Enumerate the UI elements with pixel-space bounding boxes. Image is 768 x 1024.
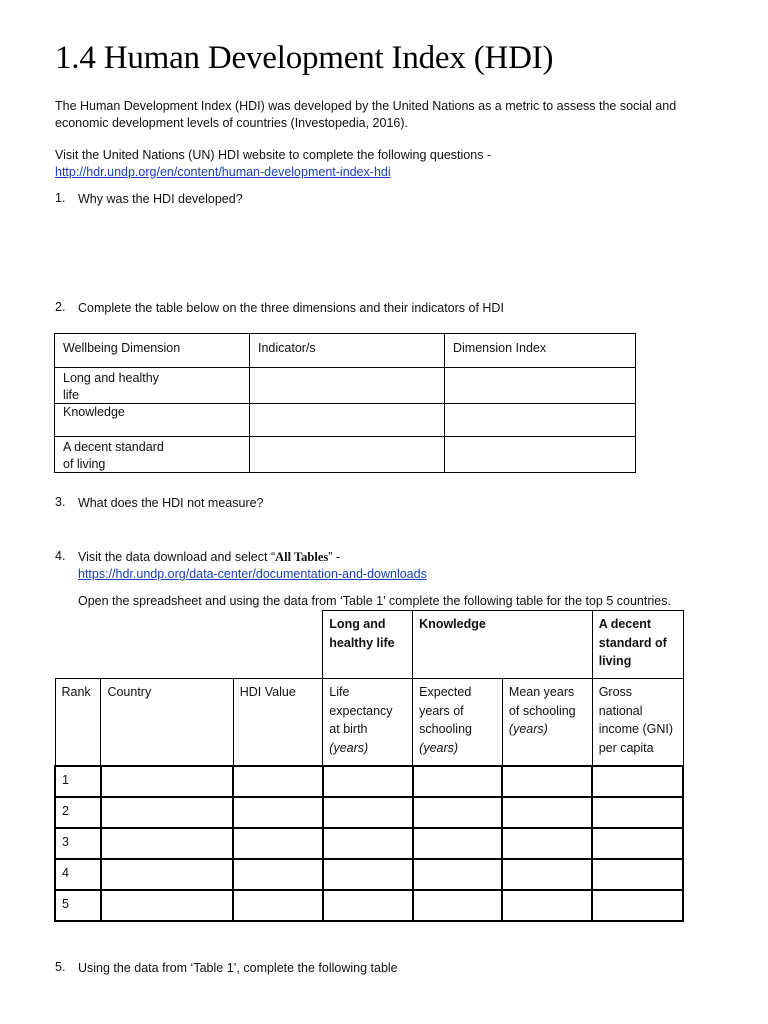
table2-cell[interactable] [592, 859, 683, 890]
group-header-living: A decent standard of living [592, 611, 683, 679]
q3-text: What does the HDI not measure? [78, 496, 264, 510]
table2-cell[interactable] [323, 797, 413, 828]
table1-header-index: Dimension Index [445, 334, 636, 368]
table1-cell[interactable] [445, 368, 636, 404]
table2-cell[interactable] [323, 859, 413, 890]
q1-number: 1. [55, 191, 66, 205]
rank-cell: 1 [55, 766, 101, 797]
rank-cell: 4 [55, 859, 101, 890]
table1-cell[interactable] [445, 404, 636, 437]
table1-row-label: Long and healthy life [55, 368, 250, 404]
table1-header-indicator: Indicator/s [250, 334, 445, 368]
table2-cell[interactable] [592, 766, 683, 797]
table2-cell[interactable] [101, 766, 233, 797]
table2-cell[interactable] [101, 890, 233, 921]
q5-number: 5. [55, 960, 66, 974]
q5-text: Using the data from ‘Table 1’, complete the following table [78, 961, 398, 975]
q2-number: 2. [55, 300, 66, 314]
table1-cell[interactable] [250, 404, 445, 437]
q4-text: Visit the data download and select “All Tables” - [78, 550, 341, 564]
table2-cell[interactable] [592, 797, 683, 828]
table2-cell[interactable] [413, 859, 503, 890]
table1-cell[interactable] [445, 437, 636, 473]
all-tables-label: All Tables [275, 550, 329, 564]
table2-cell[interactable] [502, 766, 592, 797]
table2-cell[interactable] [233, 859, 323, 890]
rank-cell: 3 [55, 828, 101, 859]
table2-cell[interactable] [323, 890, 413, 921]
q4-instruction: Open the spreadsheet and using the data from ‘Table 1’ complete the following table for the top 5 countries. [78, 594, 671, 608]
table1-cell[interactable] [250, 368, 445, 404]
q1-text: Why was the HDI developed? [78, 192, 243, 206]
table2-cell[interactable] [413, 766, 503, 797]
visit-paragraph [55, 147, 715, 181]
table2-cell[interactable] [592, 890, 683, 921]
rank-cell: 5 [55, 890, 101, 921]
top-countries-table [54, 610, 684, 922]
page-title: 1.4 Human Development Index (HDI) [55, 40, 554, 76]
table1-row-label: A decent standard of living [55, 437, 250, 473]
table2-cell[interactable] [233, 890, 323, 921]
q4-number: 4. [55, 549, 66, 563]
table2-cell[interactable] [502, 828, 592, 859]
col-rank-header: Rank [55, 679, 101, 766]
table2-cell[interactable] [592, 828, 683, 859]
table2-cell[interactable] [101, 859, 233, 890]
table2-cell[interactable] [502, 797, 592, 828]
table1-header-dimension: Wellbeing Dimension [55, 334, 250, 368]
table1-cell[interactable] [250, 437, 445, 473]
table1-row-label: Knowledge [55, 404, 250, 437]
table2-cell[interactable] [101, 797, 233, 828]
dimensions-table [54, 333, 636, 473]
table2-cell[interactable] [101, 828, 233, 859]
table2-cell[interactable] [233, 828, 323, 859]
table2-cell[interactable] [323, 828, 413, 859]
q2-text: Complete the table below on the three dimensions and their indicators of HDI [78, 301, 504, 315]
table2-cell[interactable] [323, 766, 413, 797]
table2-cell[interactable] [502, 890, 592, 921]
q4-block [78, 549, 718, 610]
col-expected-header: Expected years of schooling (years) [413, 679, 503, 766]
col-country-header: Country [101, 679, 233, 766]
visit-text: Visit the United Nations (UN) HDI website to complete the following questions - [55, 148, 492, 162]
table2-cell[interactable] [233, 797, 323, 828]
col-gni-header: Gross national income (GNI) per capita [592, 679, 683, 766]
table2-cell[interactable] [413, 828, 503, 859]
undp-downloads-link[interactable]: https://hdr.undp.org/data-center/documentation-and-downloads [78, 567, 427, 581]
undp-hdi-link[interactable]: http://hdr.undp.org/en/content/human-development-index-hdi [55, 165, 391, 179]
col-life-header: Life expectancy at birth (years) [323, 679, 413, 766]
table2-cell[interactable] [413, 797, 503, 828]
rank-cell: 2 [55, 797, 101, 828]
table2-cell[interactable] [413, 890, 503, 921]
col-hdi-header: HDI Value [233, 679, 323, 766]
col-mean-header: Mean years of schooling (years) [502, 679, 592, 766]
group-header-health: Long and healthy life [323, 611, 413, 679]
group-header-knowledge: Knowledge [413, 611, 593, 679]
q3-number: 3. [55, 495, 66, 509]
table2-cell[interactable] [233, 766, 323, 797]
table2-cell[interactable] [502, 859, 592, 890]
intro-paragraph: The Human Development Index (HDI) was developed by the United Nations as a metric to assess the social and economic development levels of countries (Investopedia, 2016). [55, 99, 677, 130]
